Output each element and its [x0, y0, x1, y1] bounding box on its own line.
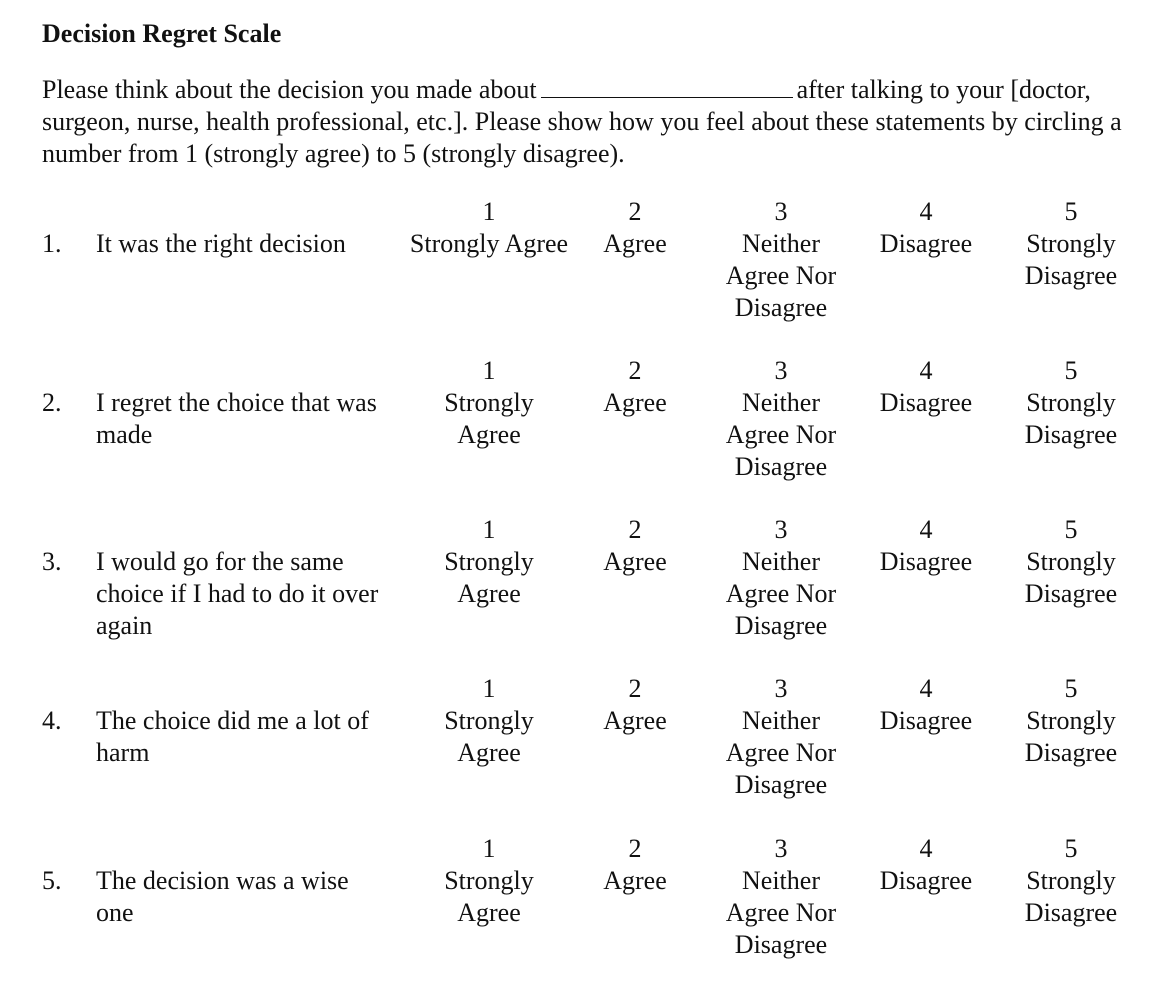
option-value: 2 [628, 197, 642, 226]
option-label: Agree [603, 866, 667, 895]
option-value: 3 [774, 834, 788, 863]
option-agree[interactable] [555, 833, 715, 897]
option-value: 2 [628, 356, 642, 385]
question-number: 3. [42, 547, 62, 576]
option-neither[interactable] [701, 833, 861, 961]
option-value: 2 [628, 834, 642, 863]
option-value: 1 [482, 834, 496, 863]
option-strongly-agree[interactable] [409, 673, 569, 769]
option-label: Strongly Agree [444, 706, 534, 767]
option-label: Neither Agree Nor Disagree [725, 866, 837, 959]
question-statement: The choice did me a lot of harm [96, 706, 369, 767]
option-strongly-disagree[interactable] [991, 514, 1151, 610]
option-value: 5 [1064, 674, 1078, 703]
option-label: Strongly Agree [444, 547, 534, 608]
option-label: Strongly Disagree [1024, 388, 1118, 449]
option-disagree[interactable] [846, 514, 1006, 578]
option-value: 1 [482, 197, 496, 226]
question-number: 4. [42, 706, 62, 735]
option-disagree[interactable] [846, 196, 1006, 260]
option-neither[interactable] [701, 196, 861, 324]
decision-blank-line [541, 74, 793, 98]
option-value: 1 [482, 674, 496, 703]
question-item [0, 673, 1158, 823]
option-agree[interactable] [555, 196, 715, 260]
option-strongly-disagree[interactable] [991, 673, 1151, 769]
question-item [0, 196, 1158, 346]
option-value: 4 [919, 515, 933, 544]
option-label: Agree [603, 706, 667, 735]
question-number: 1. [42, 229, 62, 258]
option-value: 5 [1064, 197, 1078, 226]
option-label: Strongly Disagree [1024, 547, 1118, 608]
option-value: 5 [1064, 356, 1078, 385]
option-label: Disagree [879, 388, 973, 417]
option-strongly-agree[interactable] [409, 514, 569, 610]
option-value: 4 [919, 834, 933, 863]
option-value: 1 [482, 515, 496, 544]
option-value: 3 [774, 356, 788, 385]
option-strongly-agree[interactable] [409, 196, 569, 260]
option-strongly-agree[interactable] [409, 833, 569, 929]
question-statement: I would go for the same choice if I had to do it over again [96, 547, 379, 640]
option-value: 5 [1064, 834, 1078, 863]
option-label: Disagree [879, 706, 973, 735]
option-value: 2 [628, 515, 642, 544]
option-label: Agree [603, 547, 667, 576]
question-number: 2. [42, 388, 62, 417]
option-agree[interactable] [555, 355, 715, 419]
option-disagree[interactable] [846, 833, 1006, 897]
option-value: 4 [919, 197, 933, 226]
option-value: 3 [774, 197, 788, 226]
option-label: Strongly Agree [409, 229, 569, 258]
option-label: Agree [603, 388, 667, 417]
option-neither[interactable] [701, 355, 861, 483]
option-label: Strongly Agree [444, 388, 534, 449]
option-value: 1 [482, 356, 496, 385]
question-item [0, 355, 1158, 505]
option-label: Disagree [879, 229, 973, 258]
instructions-text-end: after talking to your [doctor, surgeon, nurse, health professional, etc.]. Please show how you feel about these statements by circling a number from 1 (strongly agree) to 5 (strongly disagree). [42, 75, 1122, 168]
option-strongly-disagree[interactable] [991, 833, 1151, 929]
option-strongly-agree[interactable] [409, 355, 569, 451]
option-value: 3 [774, 674, 788, 703]
question-item [0, 833, 1158, 983]
page-title: Decision Regret Scale [42, 19, 282, 48]
option-agree[interactable] [555, 514, 715, 578]
option-label: Neither Agree Nor Disagree [725, 388, 837, 481]
option-agree[interactable] [555, 673, 715, 737]
instructions [42, 74, 1122, 170]
option-label: Strongly Agree [444, 866, 534, 927]
option-label: Strongly Disagree [1024, 706, 1118, 767]
option-strongly-disagree[interactable] [991, 355, 1151, 451]
question-statement: It was the right decision [96, 229, 346, 258]
question-item [0, 514, 1158, 664]
option-neither[interactable] [701, 514, 861, 642]
option-label: Disagree [879, 547, 973, 576]
option-label: Strongly Disagree [1024, 866, 1118, 927]
option-neither[interactable] [701, 673, 861, 801]
instructions-text-start: Please think about the decision you made about [42, 75, 537, 104]
option-strongly-disagree[interactable] [991, 196, 1151, 292]
option-label: Strongly Disagree [1024, 229, 1118, 290]
question-statement: The decision was a wise one [96, 866, 349, 927]
option-label: Neither Agree Nor Disagree [725, 229, 837, 322]
option-value: 2 [628, 674, 642, 703]
option-value: 4 [919, 356, 933, 385]
option-value: 4 [919, 674, 933, 703]
option-value: 3 [774, 515, 788, 544]
option-label: Neither Agree Nor Disagree [725, 706, 837, 799]
question-number: 5. [42, 866, 62, 895]
option-disagree[interactable] [846, 355, 1006, 419]
question-statement: I regret the choice that was made [96, 388, 377, 449]
option-label: Agree [603, 229, 667, 258]
option-value: 5 [1064, 515, 1078, 544]
option-disagree[interactable] [846, 673, 1006, 737]
option-label: Disagree [879, 866, 973, 895]
option-label: Neither Agree Nor Disagree [725, 547, 837, 640]
